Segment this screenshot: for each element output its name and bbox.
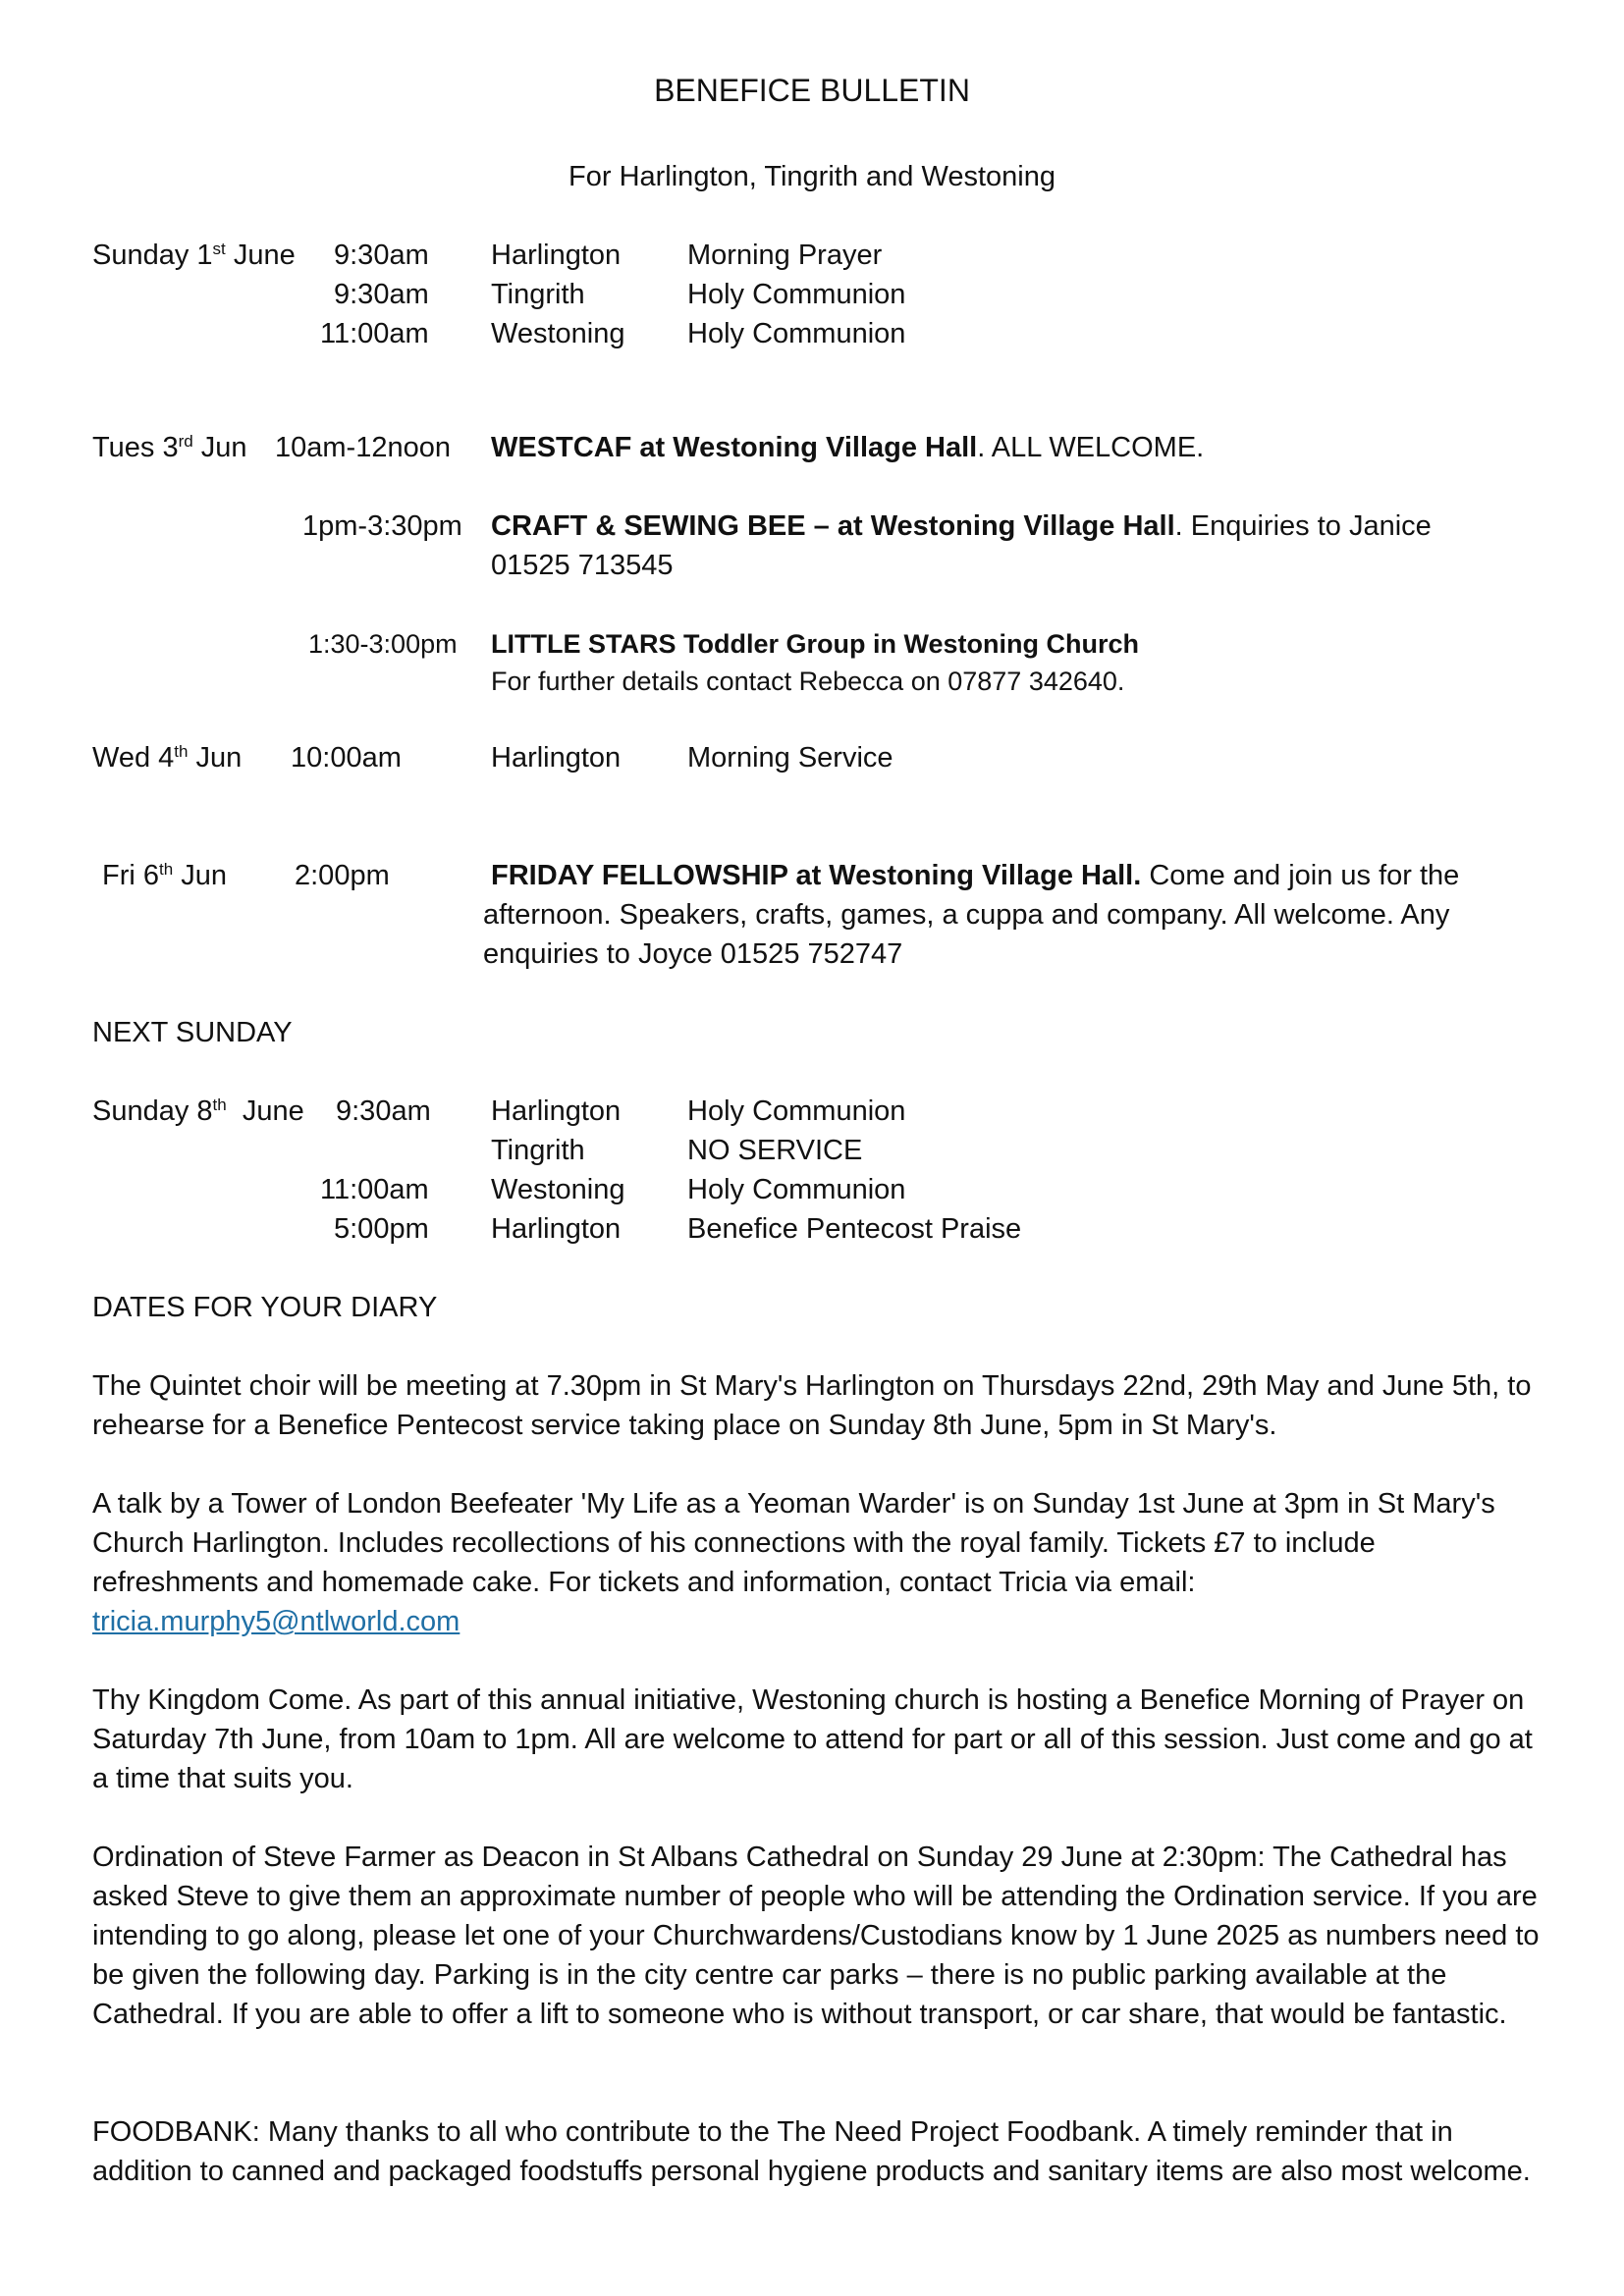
sunday1-sup: st (212, 240, 226, 258)
bulletin-subtitle: For Harlington, Tingrith and Westoning (568, 161, 1056, 192)
fri-text (491, 856, 1459, 895)
sunday1-service: Morning Prayer (687, 240, 883, 271)
next-sunday-heading: NEXT SUNDAY (92, 1017, 293, 1048)
craft-time: 1pm-3:30pm (302, 510, 462, 542)
sunday8-sup: th (212, 1095, 227, 1114)
sunday1-service: Holy Communion (687, 279, 906, 310)
wed-sup: th (174, 742, 189, 761)
diary-heading: DATES FOR YOUR DIARY (92, 1292, 438, 1323)
fri-title: FRIDAY FELLOWSHIP at Westoning Village Hall. (491, 860, 1142, 891)
sunday1-place: Westoning (491, 318, 625, 349)
sunday8-service: NO SERVICE (687, 1135, 863, 1166)
sunday8-place: Westoning (491, 1174, 625, 1205)
wed-date (92, 738, 242, 777)
sunday8-service: Benefice Pentecost Praise (687, 1213, 1022, 1245)
talk-text: A talk by a Tower of London Beefeater 'My Life as a Yeoman Warder' is on Sunday 1st June at 3pm in St Mary's Church Harlington. Includes recollections of his connections with the royal family. Tickets £7 to include refreshments and homemade cake. For tickets and information, contact Tricia via email: (92, 1488, 1495, 1598)
sunday8-month: June (226, 1095, 304, 1127)
sunday8-time: 9:30am (336, 1095, 431, 1127)
fri-rest: Come and join us for the (1141, 860, 1460, 891)
fri-day: Fri 6 (102, 860, 159, 891)
sunday8-service: Holy Communion (687, 1174, 906, 1205)
foodbank-paragraph: FOODBANK: Many thanks to all who contribute to the The Need Project Foodbank. A timely reminder that in addition to canned and packaged foodstuffs personal hygiene products and sanitary items are also most welcome. (92, 2116, 1531, 2187)
fri-time: 2:00pm (295, 860, 390, 891)
craft-text (491, 507, 1432, 546)
sunday1-time: 9:30am (334, 279, 429, 310)
craft-phone: 01525 713545 (491, 550, 674, 581)
kingdom-paragraph: Thy Kingdom Come. As part of this annual initiative, Westoning church is hosting a Benefice Morning of Prayer on Saturday 7th June, from 10am to 1pm. All are welcome to attend for part or all of this session. Just come and go at a time that suits you. (92, 1684, 1533, 1794)
sunday8-time: 11:00am (320, 1174, 429, 1205)
ordination-paragraph: Ordination of Steve Farmer as Deacon in St Albans Cathedral on Sunday 29 June at 2:30pm: The Cathedral has asked Steve to give them an approximate number of people who will be attending the Ordination service. If you are intending to go along, please let one of your Churchwardens/Custodians know by 1 June 2025 as numbers need to be given the following day. Parking is in the city centre car parks – there is no public parking available at the Cathedral. If you are able to offer a lift to someone who is without transport, or car share, that would be fantastic. (92, 1842, 1540, 2030)
sunday1-time: 9:30am (334, 240, 429, 271)
sunday1-service: Holy Communion (687, 318, 906, 349)
bulletin-title: BENEFICE BULLETIN (654, 73, 970, 108)
wed-month: Jun (188, 742, 243, 774)
talk-email-link[interactable]: tricia.murphy5@ntlworld.com (92, 1606, 460, 1637)
sunday8-service: Holy Communion (687, 1095, 906, 1127)
littlestars-time: 1:30-3:00pm (308, 629, 458, 659)
fri-month: Jun (173, 860, 228, 891)
craft-rest: . Enquiries to Janice (1174, 510, 1432, 542)
fri-line2: afternoon. Speakers, crafts, games, a cuppa and company. All welcome. Any (483, 899, 1450, 931)
sunday1-month: June (225, 240, 296, 271)
sunday8-time: 5:00pm (334, 1213, 429, 1245)
craft-title: CRAFT & SEWING BEE – at Westoning Village Hall (491, 510, 1175, 542)
wed-day: Wed 4 (92, 742, 175, 774)
westcaf-title: WESTCAF at Westoning Village Hall (491, 432, 978, 463)
littlestars-contact: For further details contact Rebecca on 07877 342640. (491, 667, 1125, 696)
tues-date (92, 428, 247, 467)
littlestars-title: LITTLE STARS Toddler Group in Westoning Church (491, 629, 1139, 659)
fri-sup: th (159, 860, 174, 879)
westcaf-time: 10am-12noon (275, 432, 451, 463)
wed-service: Morning Service (687, 742, 893, 774)
wed-place: Harlington (491, 742, 622, 774)
fri-date (102, 856, 227, 895)
sunday1-time: 11:00am (320, 318, 429, 349)
wed-time: 10:00am (291, 742, 402, 774)
tues-sup: rd (178, 432, 193, 451)
sunday8-date (92, 1092, 304, 1131)
tues-month: Jun (192, 432, 247, 463)
westcaf-text (491, 428, 1204, 467)
sunday1-place: Harlington (491, 240, 622, 271)
westcaf-rest: . ALL WELCOME. (977, 432, 1205, 463)
sunday8-place: Tingrith (491, 1135, 585, 1166)
fri-line3: enquiries to Joyce 01525 752747 (483, 938, 903, 970)
sunday8-day: Sunday 8 (92, 1095, 213, 1127)
tues-day: Tues 3 (92, 432, 179, 463)
quintet-paragraph: The Quintet choir will be meeting at 7.30pm in St Mary's Harlington on Thursdays 22nd, 29th May and June 5th, to rehearse for a Benefice Pentecost service taking place on Sunday 8th June, 5pm in St Mary's. (92, 1370, 1532, 1441)
sunday8-place: Harlington (491, 1213, 622, 1245)
sunday1-date (92, 236, 296, 275)
talk-paragraph (92, 1484, 1545, 1641)
sunday8-place: Harlington (491, 1095, 622, 1127)
sunday1-place: Tingrith (491, 279, 585, 310)
sunday1-day: Sunday 1 (92, 240, 213, 271)
